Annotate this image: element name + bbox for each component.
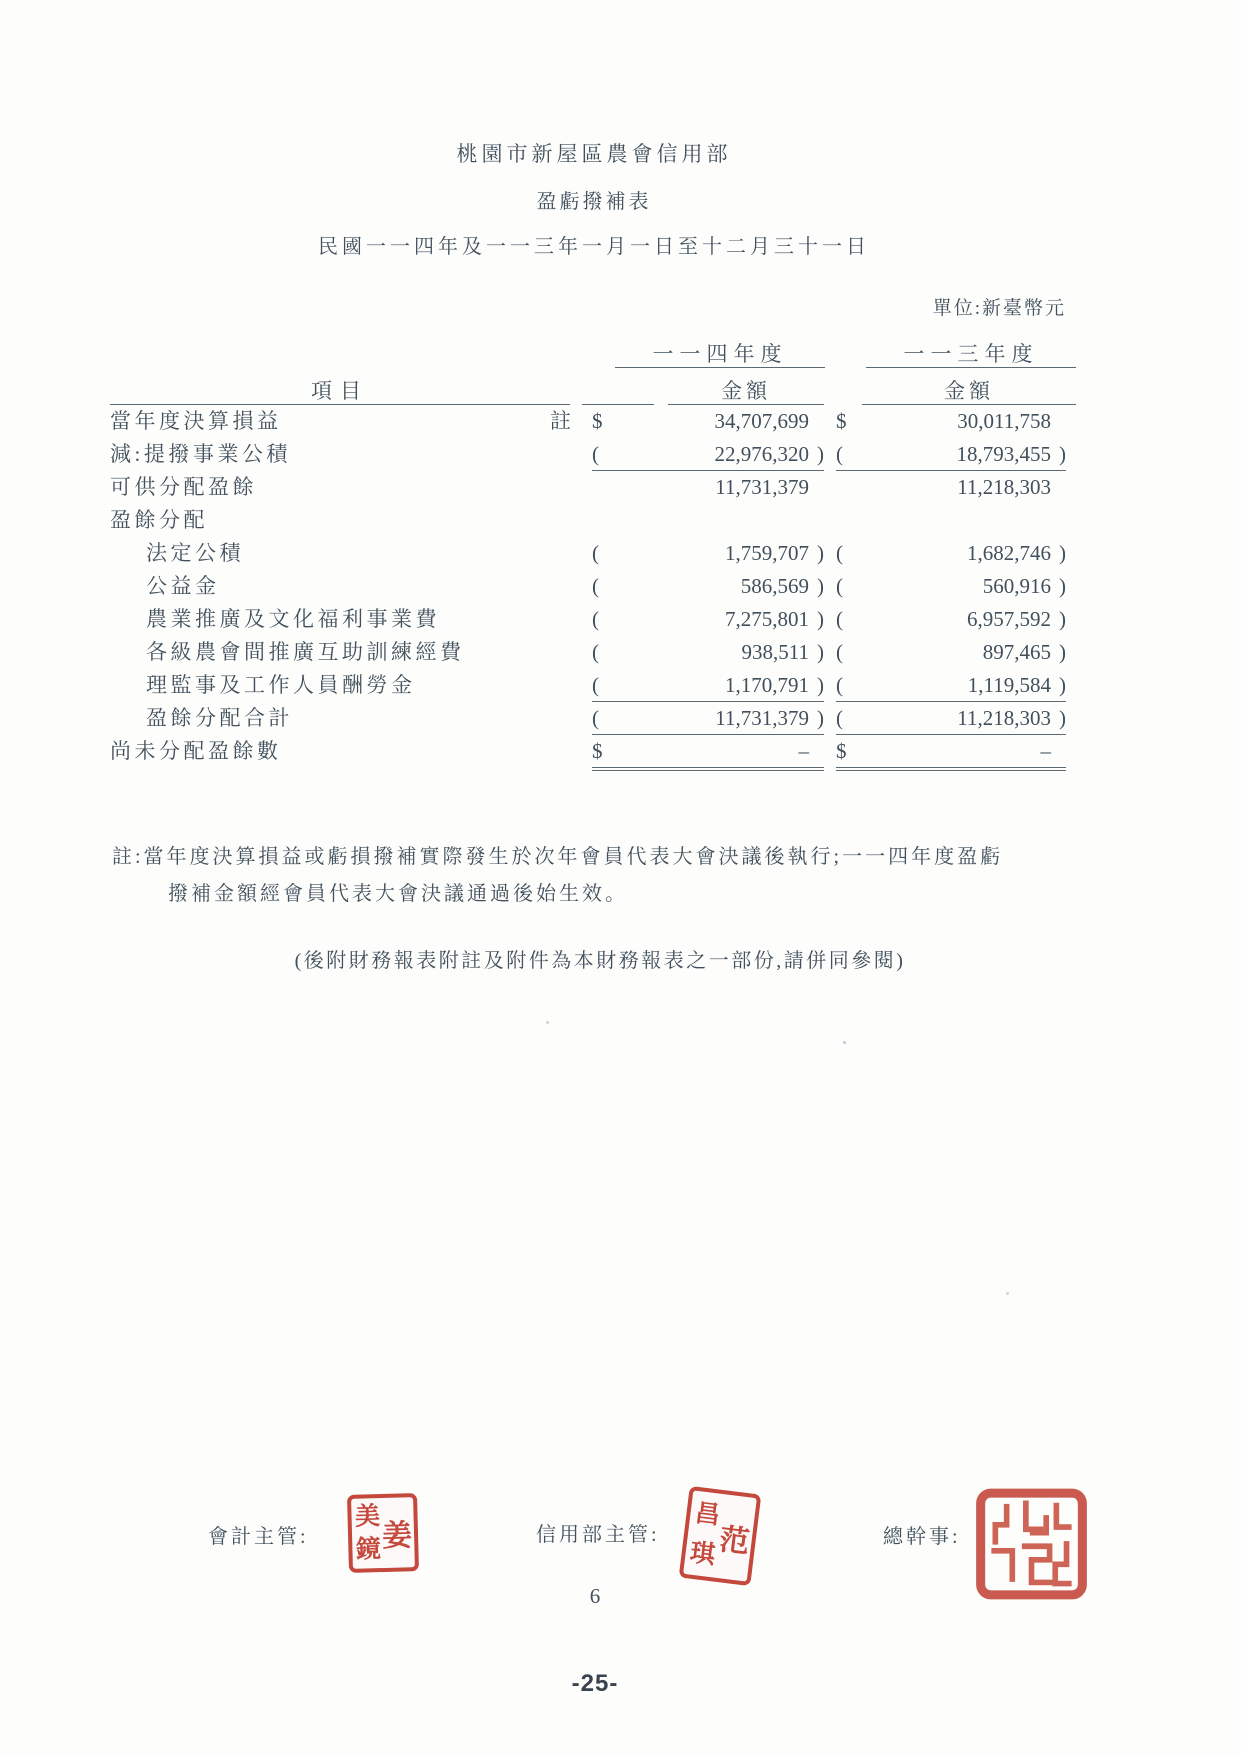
amount-113: 18,793,455 [956, 442, 1051, 466]
column-header-amount-114: 金額 [668, 375, 824, 405]
open-paren: ( [592, 640, 599, 664]
column-header-note-rule [582, 375, 654, 405]
open-paren: ( [836, 541, 843, 565]
amount-114: 1,759,707 [725, 541, 809, 565]
amount-113: 30,011,758 [957, 409, 1051, 433]
close-paren [809, 406, 824, 437]
amount-113: 6,957,592 [967, 607, 1051, 631]
currency-unit-label: 單位:新臺幣元 [932, 298, 1066, 319]
sheet-number: 6 [589, 1584, 601, 1608]
row-label: 減:提撥事業公積 [110, 442, 291, 466]
close-paren: ) [817, 574, 824, 598]
row-note-ref [530, 604, 592, 637]
open-paren: ( [836, 640, 843, 664]
open-paren: ( [592, 574, 599, 598]
close-paren [809, 736, 824, 767]
amount-113: – [1040, 739, 1051, 763]
stamp-char: 姜 [381, 1519, 413, 1554]
page-number: -25- [571, 1670, 619, 1697]
open-paren: ( [592, 706, 599, 730]
currency-symbol: $ [836, 739, 847, 763]
close-paren: ) [1059, 706, 1066, 730]
currency-symbol: $ [836, 409, 847, 433]
open-paren: ( [836, 607, 843, 631]
table-rows [110, 406, 1066, 769]
open-paren: ( [836, 574, 843, 598]
credit-dept-manager-stamp [679, 1486, 762, 1586]
open-paren: ( [836, 673, 843, 697]
amount-114: 11,731,379 [715, 475, 809, 499]
row-label: 法定公積 [146, 541, 244, 565]
amount-114: 22,976,320 [714, 442, 809, 466]
general-manager-seal-icon [975, 1487, 1088, 1601]
table-row [110, 439, 1066, 472]
general-manager-label: 總幹事: [883, 1526, 961, 1548]
table-row-final [110, 736, 1066, 769]
scan-speck [546, 1021, 549, 1024]
close-paren: ) [817, 442, 824, 466]
close-paren: ) [817, 640, 824, 664]
attachment-note: (後附財務報表附註及附件為本財務報表之一部份,請併同參閱) [294, 950, 906, 972]
row-label: 當年度決算損益 [110, 409, 282, 433]
close-paren: ) [1059, 673, 1066, 697]
amount-114: 11,731,379 [715, 706, 809, 730]
open-paren: ( [592, 607, 599, 631]
amount-113: 897,465 [982, 640, 1051, 664]
row-label: 公益金 [146, 574, 220, 598]
organization-name: 桃園市新屋區農會信用部 [456, 142, 732, 166]
amount-114: 938,511 [741, 640, 809, 664]
close-paren [1051, 736, 1066, 767]
close-paren [809, 472, 824, 503]
accounting-manager-label: 會計主管: [208, 1526, 309, 1548]
section-label: 盈餘分配 [110, 508, 208, 532]
table-row [110, 406, 1066, 439]
currency-symbol: $ [592, 409, 603, 433]
amount-113: 1,119,584 [967, 673, 1051, 697]
row-label: 盈餘分配合計 [146, 706, 293, 730]
amount-114: 586,569 [740, 574, 809, 598]
document-header [0, 138, 1188, 259]
stamp-char: 琪 [688, 1539, 717, 1569]
row-note-ref [530, 670, 592, 703]
stamp-char: 美 [354, 1503, 381, 1531]
footnote-line-1: 註:當年度決算損益或虧損撥補實際發生於次年會員代表大會決議後執行;一一四年度盈虧 [112, 846, 1004, 868]
amount-113: 11,218,303 [957, 475, 1051, 499]
open-paren: ( [592, 673, 599, 697]
amount-113: 11,218,303 [957, 706, 1051, 730]
table-row [110, 670, 1066, 703]
report-title: 盈虧撥補表 [536, 191, 652, 213]
stamp-left-column [353, 1500, 383, 1567]
close-paren: ) [817, 706, 824, 730]
column-header-year-113: 一一三年度 [866, 338, 1076, 368]
amount-113: 560,916 [982, 574, 1051, 598]
close-paren: ) [1059, 541, 1066, 565]
open-paren: ( [836, 706, 843, 730]
currency-symbol: $ [592, 739, 603, 763]
row-note-ref [530, 571, 592, 604]
amount-114: 7,275,801 [725, 607, 809, 631]
close-paren: ) [817, 673, 824, 697]
footnote-line-2: 撥補金額經會員代表大會決議通過後始生效。 [168, 883, 628, 905]
scan-speck [843, 1041, 846, 1044]
amount-114: 1,170,791 [725, 673, 809, 697]
accounting-manager-stamp [347, 1493, 419, 1573]
appropriation-table [110, 338, 1066, 774]
row-note-ref: 註 [550, 409, 572, 433]
close-paren: ) [817, 607, 824, 631]
table-row-total [110, 703, 1066, 736]
close-paren [1051, 472, 1066, 503]
scan-speck [1006, 1292, 1009, 1295]
row-label: 各級農會間推廣互助訓練經費 [146, 640, 465, 664]
row-note-ref [530, 736, 592, 769]
row-label: 尚未分配盈餘數 [110, 739, 282, 763]
credit-dept-manager-label: 信用部主管: [536, 1524, 660, 1546]
table-row [110, 472, 1066, 505]
row-note-ref [530, 538, 592, 571]
stamp-char: 昌 [693, 1499, 722, 1530]
currency-symbol [836, 472, 858, 503]
table-row-section [110, 505, 1066, 538]
open-paren: ( [592, 541, 599, 565]
row-note-ref [530, 637, 592, 670]
close-paren: ) [1059, 574, 1066, 598]
table-row [110, 604, 1066, 637]
close-paren: ) [817, 541, 824, 565]
row-label: 理監事及工作人員酬勞金 [146, 673, 416, 697]
close-paren: ) [1059, 442, 1066, 466]
report-period: 民國一一四年及一一三年一月一日至十二月三十一日 [318, 236, 870, 258]
amount-114: 34,707,699 [714, 409, 809, 433]
column-header-item: 項目 [110, 375, 570, 405]
row-label: 農業推廣及文化福利事業費 [146, 607, 440, 631]
row-label: 可供分配盈餘 [110, 475, 257, 499]
row-note-ref [530, 472, 592, 505]
column-header-amount-113: 金額 [862, 375, 1076, 405]
stamp-right-column [381, 1499, 413, 1566]
close-paren: ) [1059, 607, 1066, 631]
stamp-char: 鏡 [355, 1536, 382, 1564]
open-paren: ( [836, 442, 843, 466]
close-paren: ) [1059, 640, 1066, 664]
open-paren: ( [592, 442, 599, 466]
close-paren [1051, 406, 1066, 437]
table-row [110, 571, 1066, 604]
amount-114: – [798, 739, 809, 763]
table-row [110, 538, 1066, 571]
row-note-ref [530, 439, 592, 472]
currency-symbol [592, 472, 614, 503]
column-header-year-114: 一一四年度 [615, 338, 825, 368]
row-note-ref [530, 703, 592, 736]
table-row [110, 637, 1066, 670]
stamp-char: 范 [717, 1523, 752, 1560]
amount-113: 1,682,746 [967, 541, 1051, 565]
